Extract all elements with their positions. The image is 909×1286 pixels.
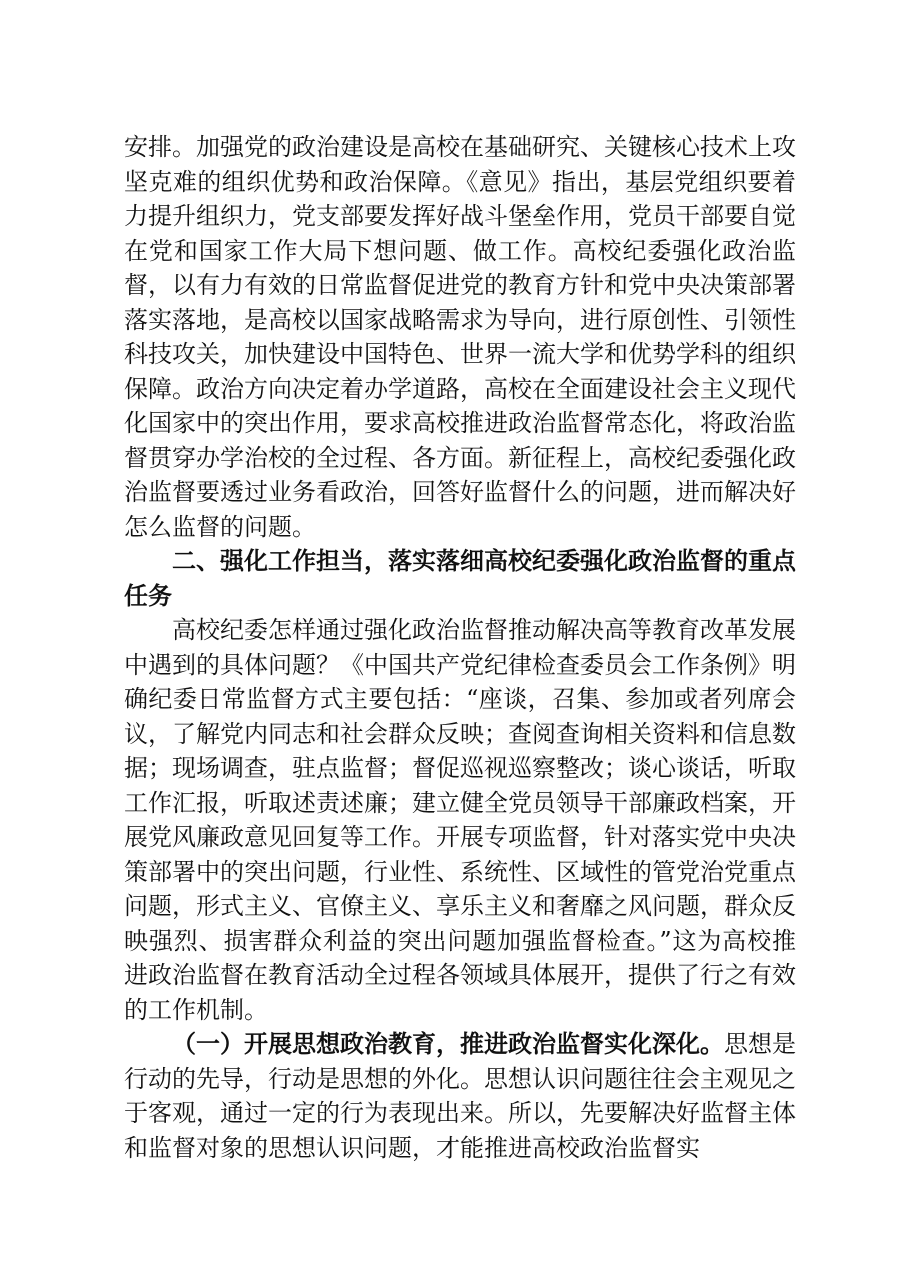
document-body (124, 130, 796, 1165)
subsection-1-heading: （一）开展思想政治教育，推进政治监督实化深化。 (172, 1029, 724, 1058)
paragraph-continued: 安排。加强党的政治建设是高校在基础研究、关键核心技术上攻坚克难的组织优势和政治保障。《意见》指出，基层党组织要着力提升组织力，党支部要发挥好战斗堡垒作用，党员干部要自觉在党和国家工作大局下想问题、做工作。高校纪委强化政治监督，以有力有效的日常监督促进党的教育方针和党中央决策部署落实落地，是高校以国家战略需求为导向，进行原创性、引领性科技攻关，加快建设中国特色、世界一流大学和优势学科的组织保障。政治方向决定着办学道路，高校在全面建设社会主义现代化国家中的突出作用，要求高校推进政治监督常态化，将政治监督贯穿办学治校的全过程、各方面。新征程上，高校纪委强化政治监督要透过业务看政治，回答好监督什么的问题，进而解决好怎么监督的问题。 (124, 133, 796, 541)
paragraph-subsection-1 (124, 1027, 796, 1165)
paragraph-work-regulations: 高校纪委怎样通过强化政治监督推动解决高等教育改革发展中遇到的具体问题？《中国共产党纪律检查委员会工作条例》明确纪委日常监督方式主要包括：“座谈，召集、参加或者列席会议，了解党内同志和社会群众反映；查阅查询相关资料和信息数据；现场调查，驻点监督；督促巡视巡察整改；谈心谈话，听取工作汇报，听取述责述廉；建立健全党员领导干部廉政档案，开展党风廉政意见回复等工作。开展专项监督，针对落实党中央决策部署中的突出问题，行业性、系统性、区域性的管党治党重点问题，形式主义、官僚主义、享乐主义和奢靡之风问题，群众反映强烈、损害群众利益的突出问题加强监督检查。”这为高校推进政治监督在教育活动全过程各领域具体展开，提供了行之有效的工作机制。 (124, 616, 796, 1024)
section-heading-2: 二、强化工作担当，落实落细高校纪委强化政治监督的重点任务 (124, 546, 796, 610)
subsection-1-text: 思想是行动的先导，行动是思想的外化。思想认识问题往往会主观见之于客观，通过一定的行为表现出来。所以，先要解决好监督主体和监督对象的思想认识问题，才能推进高校政治监督实 (124, 1030, 796, 1162)
